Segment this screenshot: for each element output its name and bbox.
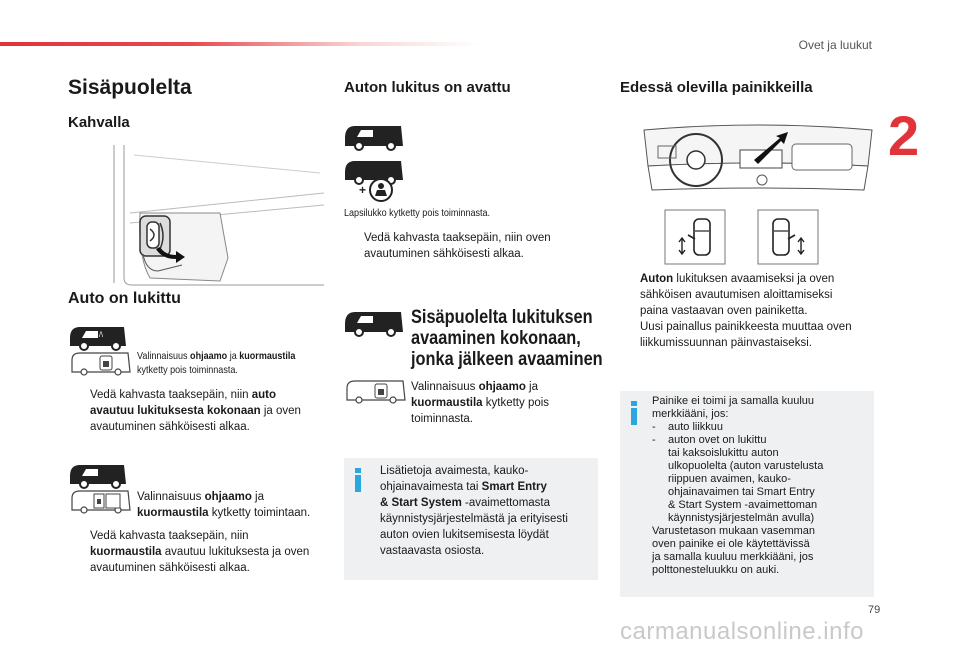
instruction-cargo-unlock: Vedä kahvasta taaksepäin, niin kuormaustila avautuu lukituksesta ja oven avautuminen sähköisesti alkaa. [70, 528, 332, 576]
caption-locked-2: Valinnaisuus ohjaamo ja kuormaustila kytketty toimintaan. [137, 491, 311, 519]
info-icon [631, 401, 638, 425]
header-accent-bar [0, 42, 480, 46]
chapter-number: 2 [888, 104, 920, 167]
right-door-button-icon[interactable] [757, 209, 819, 265]
watermark: carmanualsonline.info [620, 618, 864, 645]
caption-full-unlock: Valinnaisuus ohjaamo ja kuormaustila kytketty pois toiminnasta. [411, 381, 550, 425]
heading-full-unlock: Sisäpuolelta lukituksen avaaminen kokonaan, jonka jälkeen avaaminen [411, 307, 603, 370]
instruction-unlocked: Vedä kahvasta taaksepäin, niin oven avautuminen sähköisesti alkaa. [344, 230, 594, 262]
left-door-button-icon[interactable] [664, 209, 726, 265]
bullet-marker [70, 387, 82, 435]
van-cargo-lock-icon [70, 350, 132, 376]
info-box-button: Painike ei toimi ja samalla kuuluu merkkiääni, jos: - auto liikkuu - auton ovet on lukittu tai kaksoislukittu auton ulkopuolelta (auton varustelusta riippuen avaimen, kauko- ohjainavaimen tai Smart Entry & Start System -avaimettoman käynnistysjärjestelmän avulla) Varustetason mukaan vasemman oven painike ei ole käytettävissä ja samalla kuuluu merkkiääni, jos polttonesteluukku on auki. [620, 391, 874, 597]
bullet-marker [70, 528, 82, 576]
heading-unlocked: Auton lukitus on avattu [344, 79, 511, 96]
van-cargo-keys-icon [70, 488, 132, 514]
caption-child-lock: Lapsilukko kytketty pois toiminnasta. [344, 207, 491, 219]
info-icon [355, 468, 362, 492]
bullet-marker [620, 271, 632, 319]
subheading-locked: Auto on lukittu [68, 290, 181, 307]
dashboard-illustration [640, 120, 876, 196]
page-title: Sisäpuolelta [68, 76, 192, 99]
child-lock-illustration [343, 122, 407, 202]
instruction-front-button: Auton lukituksen avaamiseksi ja oven sähköisen avautumisen aloittamiseksi paina vastaavan oven painiketta. Uusi painallus painikkeesta muuttaa oven liikkumissuunnan päinvastaiseksi. [620, 271, 890, 351]
van-icon-full-unlock [343, 308, 405, 338]
bullet-marker [620, 319, 632, 351]
door-handle-illustration [110, 143, 324, 288]
heading-front-buttons: Edessä olevilla painikkeilla [620, 79, 813, 96]
subheading-kahvalla: Kahvalla [68, 114, 130, 131]
caption-locked-1: Valinnaisuus ohjaamo ja kuormaustila kytketty pois toiminnasta. [137, 350, 296, 376]
van-cargo-lock-icon-2 [345, 378, 407, 406]
section-title: Ovet ja luukut [798, 38, 872, 52]
svg-text:/\: /\ [99, 332, 103, 339]
svg-text:+: + [359, 183, 367, 197]
bullet-marker [344, 230, 356, 262]
page-number: 79 [868, 604, 881, 616]
instruction-full-unlock: Vedä kahvasta taaksepäin, niin auto avautuu lukituksesta kokonaan ja oven avautuminen sähköisesti alkaa. [70, 387, 330, 435]
info-box-key: Lisätietoja avaimesta, kauko- ohjainavaimesta tai Smart Entry & Start System -avaimettomasta käynnistysjärjestelmästä ja erityisesti auton ovien lukitsemisesta löydät vastaavasta osiosta. [344, 458, 598, 580]
